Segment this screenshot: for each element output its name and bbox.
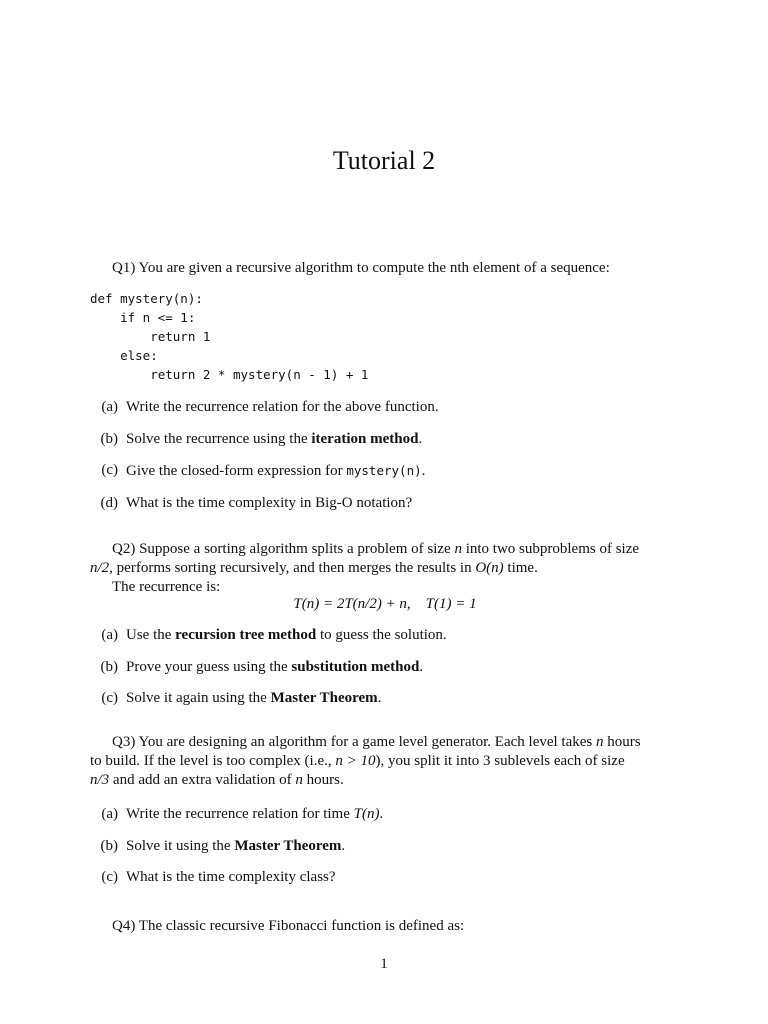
bold-term: Master Theorem [234,837,342,854]
inline-math: T(n) [353,806,380,822]
q1-subquestions [90,398,690,525]
item-text: Solve the recurrence using the iteration method. [126,430,423,447]
q2-intro: Q2) Suppose a sorting algorithm splits a problem of size n into two subproblems of size n/2, performs sorting recursively, and then merges the results in O(n) time. The recurrence is: [90,540,680,597]
q2-equation: T(n) = 2T(n/2) + n, T(1) = 1 [293,596,477,612]
item-text: Use the recursion tree method to guess the solution. [126,627,447,643]
q3-intro: Q3) You are designing an algorithm for a game level generator. Each level takes n hours to build. If the level is too complex (i.e., n > 10), you split it into 3 sublevels each of size n/3 and add an extra validation of n hours. [90,734,641,788]
item-label: ( a ) [90,626,126,645]
item-label: ( c ) [90,689,126,708]
item-label: ( d ) [90,494,126,513]
q1-item-a [90,398,690,417]
item-label: ( c ) [90,868,126,887]
item-text: Prove your guess using the substitution method. [126,658,424,675]
q3-item-c [90,868,690,887]
item-label: ( c ) [90,461,126,481]
q2-recurrence-label: The recurrence is: [112,579,221,595]
bold-term: Master Theorem [270,690,378,706]
bold-term: iteration method [311,430,419,447]
page-number: 1 [380,956,388,972]
q1-item-b [90,430,690,449]
inline-code: mystery(n) [346,463,422,478]
q3-subquestions [90,805,690,900]
item-text: Solve it again using the Master Theorem. [126,690,382,706]
item-text: What is the time complexity in Big-O notation? [126,494,413,511]
q2-item-a [90,626,690,645]
item-text: Write the recurrence relation for time T(n). [126,806,384,822]
item-text: Give the closed-form expression for mystery(n). [126,463,426,479]
bold-term: recursion tree method [175,627,317,643]
q1-item-d [90,494,690,513]
item-label: ( b ) [90,658,126,677]
q1-item-c [90,461,690,481]
item-label: ( a ) [90,398,126,417]
q2-item-b [90,658,690,677]
q3-item-b [90,837,690,856]
item-text: Write the recurrence relation for the above function. [126,399,439,415]
item-label: ( a ) [90,805,126,824]
q1-intro: Q1) You are given a recursive algorithm to compute the nth element of a sequence: [112,260,610,276]
item-text: Solve it using the Master Theorem. [126,837,346,854]
q2-item-c [90,689,690,708]
q1-code-block: def mystery(n): if n <= 1: return 1 else: return 2 * mystery(n - 1) + 1 [90,291,369,382]
q4-intro: Q4) The classic recursive Fibonacci function is defined as: [112,918,465,934]
item-label: ( b ) [90,430,126,449]
item-label: ( b ) [90,837,126,856]
bold-term: substitution method [291,658,420,675]
page-title: Tutorial 2 [332,146,436,175]
q2-subquestions [90,626,690,721]
item-text: What is the time complexity class? [126,869,336,885]
q3-item-a [90,805,690,824]
